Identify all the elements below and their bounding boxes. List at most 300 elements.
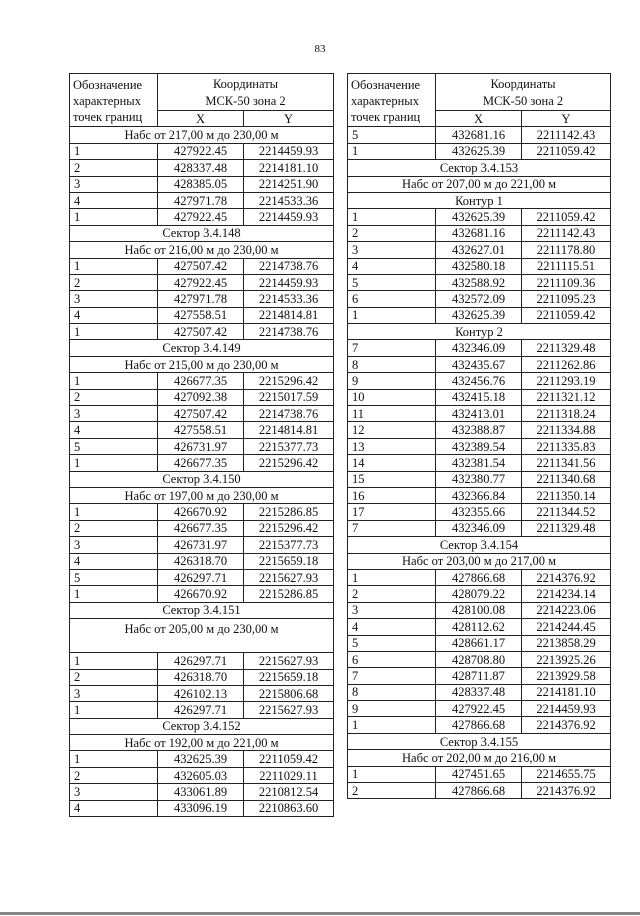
x-coordinate: 426318.70 bbox=[158, 669, 244, 685]
point-number: 1 bbox=[348, 209, 436, 225]
x-coordinate: 432456.76 bbox=[436, 373, 522, 389]
section-title: Набс от 215,00 м до 230,00 м bbox=[70, 356, 334, 372]
point-number: 2 bbox=[70, 160, 158, 176]
point-number: 3 bbox=[348, 602, 436, 618]
points-label-header: Обозначение характерных точек границ bbox=[348, 74, 436, 127]
point-number: 1 bbox=[348, 766, 436, 782]
y-coordinate: 2214533.36 bbox=[244, 192, 334, 208]
point-number: 3 bbox=[70, 784, 158, 800]
table-row bbox=[348, 406, 611, 422]
x-coordinate: 428337.48 bbox=[158, 160, 244, 176]
section-row bbox=[348, 750, 611, 766]
y-column-header: Y bbox=[244, 111, 334, 127]
y-coordinate: 2214533.36 bbox=[244, 291, 334, 307]
section-row bbox=[70, 602, 334, 618]
point-number: 1 bbox=[70, 209, 158, 225]
x-column-header: X bbox=[158, 111, 244, 127]
y-coordinate: 2211059.42 bbox=[522, 143, 611, 159]
point-number: 4 bbox=[70, 553, 158, 569]
x-coordinate: 426677.35 bbox=[158, 373, 244, 389]
x-coordinate: 427558.51 bbox=[158, 307, 244, 323]
point-number: 9 bbox=[348, 373, 436, 389]
section-row bbox=[70, 471, 334, 487]
table-row bbox=[348, 471, 611, 487]
section-title: Сектор 3.4.149 bbox=[70, 340, 334, 356]
point-number: 3 bbox=[70, 291, 158, 307]
y-coordinate: 2211350.14 bbox=[522, 487, 611, 503]
point-number: 1 bbox=[70, 751, 158, 767]
table-row bbox=[348, 635, 611, 651]
table-row bbox=[348, 651, 611, 667]
x-coordinate: 426731.97 bbox=[158, 438, 244, 454]
point-number: 4 bbox=[348, 258, 436, 274]
table-body bbox=[348, 127, 611, 799]
table-row bbox=[348, 340, 611, 356]
point-number: 1 bbox=[70, 504, 158, 520]
table-row bbox=[348, 504, 611, 520]
section-title: Сектор 3.4.152 bbox=[70, 718, 334, 734]
x-coordinate: 432580.18 bbox=[436, 258, 522, 274]
y-coordinate: 2210812.54 bbox=[244, 784, 334, 800]
x-coordinate: 427507.42 bbox=[158, 406, 244, 422]
section-row bbox=[348, 733, 611, 749]
table-row bbox=[348, 356, 611, 372]
x-coordinate: 426677.35 bbox=[158, 455, 244, 471]
point-number: 1 bbox=[70, 653, 158, 669]
y-coordinate: 2214459.93 bbox=[244, 209, 334, 225]
x-coordinate: 428708.80 bbox=[436, 651, 522, 667]
x-coordinate: 432346.09 bbox=[436, 340, 522, 356]
table-row bbox=[348, 307, 611, 323]
section-title: Набс от 217,00 м до 230,00 м bbox=[70, 127, 334, 143]
x-coordinate: 432625.39 bbox=[158, 751, 244, 767]
table-row bbox=[348, 127, 611, 143]
x-coordinate: 426670.92 bbox=[158, 504, 244, 520]
y-coordinate: 2214738.76 bbox=[244, 324, 334, 340]
y-coordinate: 2211329.48 bbox=[522, 340, 611, 356]
table-row bbox=[70, 702, 334, 718]
table-row bbox=[70, 653, 334, 669]
section-row bbox=[70, 718, 334, 734]
y-coordinate: 2211293.19 bbox=[522, 373, 611, 389]
table-row bbox=[348, 291, 611, 307]
point-number: 3 bbox=[70, 176, 158, 192]
table-row bbox=[70, 176, 334, 192]
point-number: 5 bbox=[348, 127, 436, 143]
y-coordinate: 2215286.85 bbox=[244, 586, 334, 602]
section-title: Набс от 205,00 м до 230,00 м bbox=[70, 619, 334, 653]
x-coordinate: 427922.45 bbox=[158, 209, 244, 225]
point-number: 11 bbox=[348, 406, 436, 422]
point-number: 2 bbox=[70, 669, 158, 685]
point-number: 1 bbox=[348, 143, 436, 159]
table-row bbox=[70, 389, 334, 405]
table-row bbox=[348, 783, 611, 799]
x-coordinate: 427866.68 bbox=[436, 717, 522, 733]
x-coordinate: 427507.42 bbox=[158, 324, 244, 340]
x-coordinate: 427971.78 bbox=[158, 192, 244, 208]
y-coordinate: 2214738.76 bbox=[244, 258, 334, 274]
y-coordinate: 2215017.59 bbox=[244, 389, 334, 405]
section-row bbox=[348, 537, 611, 553]
y-coordinate: 2211115.51 bbox=[522, 258, 611, 274]
table-row bbox=[348, 569, 611, 585]
x-coordinate: 433061.89 bbox=[158, 784, 244, 800]
table-row bbox=[348, 389, 611, 405]
x-coordinate: 427922.45 bbox=[436, 701, 522, 717]
section-row bbox=[348, 160, 611, 176]
table-row bbox=[70, 569, 334, 585]
table-row bbox=[70, 143, 334, 159]
point-number: 17 bbox=[348, 504, 436, 520]
point-number: 1 bbox=[348, 717, 436, 733]
y-coordinate: 2211340.68 bbox=[522, 471, 611, 487]
point-number: 3 bbox=[348, 242, 436, 258]
x-coordinate: 433096.19 bbox=[158, 800, 244, 816]
table-row bbox=[348, 143, 611, 159]
x-coordinate: 426102.13 bbox=[158, 685, 244, 701]
point-number: 1 bbox=[70, 143, 158, 159]
point-number: 5 bbox=[70, 569, 158, 585]
page-number: 83 bbox=[314, 43, 326, 55]
point-number: 1 bbox=[348, 569, 436, 585]
point-number: 1 bbox=[70, 258, 158, 274]
point-number: 7 bbox=[348, 668, 436, 684]
point-number: 1 bbox=[348, 307, 436, 323]
y-coordinate: 2214251.90 bbox=[244, 176, 334, 192]
x-coordinate: 432389.54 bbox=[436, 438, 522, 454]
point-number: 7 bbox=[348, 340, 436, 356]
y-coordinate: 2215806.68 bbox=[244, 685, 334, 701]
point-number: 5 bbox=[70, 438, 158, 454]
y-coordinate: 2211178.80 bbox=[522, 242, 611, 258]
x-coordinate: 432625.39 bbox=[436, 209, 522, 225]
table-row bbox=[70, 192, 334, 208]
y-coordinate: 2213858.29 bbox=[522, 635, 611, 651]
point-number: 1 bbox=[70, 373, 158, 389]
point-number: 2 bbox=[70, 520, 158, 536]
y-coordinate: 2214814.81 bbox=[244, 422, 334, 438]
x-coordinate: 427866.68 bbox=[436, 783, 522, 799]
point-number: 4 bbox=[70, 800, 158, 816]
section-row bbox=[348, 553, 611, 569]
table-row bbox=[70, 504, 334, 520]
y-coordinate: 2215627.93 bbox=[244, 702, 334, 718]
x-coordinate: 432625.39 bbox=[436, 307, 522, 323]
section-title: Набс от 197,00 м до 230,00 м bbox=[70, 487, 334, 503]
table-row bbox=[348, 422, 611, 438]
y-coordinate: 2211059.42 bbox=[522, 209, 611, 225]
x-coordinate: 432681.16 bbox=[436, 127, 522, 143]
x-coordinate: 427922.45 bbox=[158, 274, 244, 290]
table-row bbox=[70, 669, 334, 685]
x-coordinate: 428711.87 bbox=[436, 668, 522, 684]
x-coordinate: 427971.78 bbox=[158, 291, 244, 307]
table-row bbox=[348, 684, 611, 700]
y-coordinate: 2215627.93 bbox=[244, 653, 334, 669]
table-header bbox=[70, 74, 334, 127]
section-row bbox=[348, 192, 611, 208]
section-title: Набс от 207,00 м до 221,00 м bbox=[348, 176, 611, 192]
y-coordinate: 2211262.86 bbox=[522, 356, 611, 372]
y-coordinate: 2215377.73 bbox=[244, 537, 334, 553]
point-number: 6 bbox=[348, 651, 436, 667]
y-coordinate: 2211029.11 bbox=[244, 767, 334, 783]
y-coordinate: 2215659.18 bbox=[244, 553, 334, 569]
y-coordinate: 2215659.18 bbox=[244, 669, 334, 685]
point-number: 4 bbox=[348, 619, 436, 635]
y-column-header: Y bbox=[522, 111, 611, 127]
table-row bbox=[70, 784, 334, 800]
section-title: Сектор 3.4.150 bbox=[70, 471, 334, 487]
y-coordinate: 2215296.42 bbox=[244, 373, 334, 389]
table-row bbox=[70, 274, 334, 290]
x-coordinate: 432413.01 bbox=[436, 406, 522, 422]
table-row bbox=[70, 537, 334, 553]
y-coordinate: 2211142.43 bbox=[522, 225, 611, 241]
section-row bbox=[70, 356, 334, 372]
section-title: Набс от 202,00 м до 216,00 м bbox=[348, 750, 611, 766]
y-coordinate: 2214234.14 bbox=[522, 586, 611, 602]
table-row bbox=[70, 800, 334, 816]
table-row bbox=[348, 487, 611, 503]
y-coordinate: 2211059.42 bbox=[244, 751, 334, 767]
point-number: 2 bbox=[70, 767, 158, 783]
point-number: 6 bbox=[348, 291, 436, 307]
y-coordinate: 2214459.93 bbox=[244, 274, 334, 290]
section-title: Набс от 216,00 м до 230,00 м bbox=[70, 242, 334, 258]
x-coordinate: 427866.68 bbox=[436, 569, 522, 585]
point-number: 5 bbox=[348, 274, 436, 290]
table-row bbox=[70, 307, 334, 323]
section-title: Сектор 3.4.155 bbox=[348, 733, 611, 749]
section-row bbox=[70, 735, 334, 751]
table-row bbox=[348, 225, 611, 241]
table-row bbox=[348, 274, 611, 290]
x-coordinate: 432366.84 bbox=[436, 487, 522, 503]
x-coordinate: 427507.42 bbox=[158, 258, 244, 274]
x-coordinate: 426677.35 bbox=[158, 520, 244, 536]
table-row bbox=[348, 619, 611, 635]
y-coordinate: 2211334.88 bbox=[522, 422, 611, 438]
table-row bbox=[348, 258, 611, 274]
x-coordinate: 428079.22 bbox=[436, 586, 522, 602]
point-number: 2 bbox=[70, 389, 158, 405]
table-row bbox=[348, 586, 611, 602]
x-coordinate: 427092.38 bbox=[158, 389, 244, 405]
x-coordinate: 432588.92 bbox=[436, 274, 522, 290]
table-row bbox=[348, 602, 611, 618]
y-coordinate: 2211318.24 bbox=[522, 406, 611, 422]
point-number: 13 bbox=[348, 438, 436, 454]
table-row bbox=[348, 668, 611, 684]
y-coordinate: 2214814.81 bbox=[244, 307, 334, 323]
x-coordinate: 432381.54 bbox=[436, 455, 522, 471]
x-coordinate: 426670.92 bbox=[158, 586, 244, 602]
point-number: 3 bbox=[70, 406, 158, 422]
table-row bbox=[70, 520, 334, 536]
table-row bbox=[348, 373, 611, 389]
point-number: 14 bbox=[348, 455, 436, 471]
x-coordinate: 432625.39 bbox=[436, 143, 522, 159]
x-coordinate: 428100.08 bbox=[436, 602, 522, 618]
y-coordinate: 2211335.83 bbox=[522, 438, 611, 454]
y-coordinate: 2211095.23 bbox=[522, 291, 611, 307]
y-coordinate: 2215627.93 bbox=[244, 569, 334, 585]
table-row bbox=[348, 209, 611, 225]
y-coordinate: 2211109.36 bbox=[522, 274, 611, 290]
section-row bbox=[70, 225, 334, 241]
x-coordinate: 428385.05 bbox=[158, 176, 244, 192]
y-coordinate: 2214459.93 bbox=[522, 701, 611, 717]
y-coordinate: 2215286.85 bbox=[244, 504, 334, 520]
table-row bbox=[348, 717, 611, 733]
table-row bbox=[70, 373, 334, 389]
y-coordinate: 2214223.06 bbox=[522, 602, 611, 618]
point-number: 2 bbox=[348, 225, 436, 241]
point-number: 2 bbox=[70, 274, 158, 290]
section-title: Сектор 3.4.154 bbox=[348, 537, 611, 553]
point-number: 4 bbox=[70, 192, 158, 208]
point-number: 16 bbox=[348, 487, 436, 503]
table-row bbox=[70, 209, 334, 225]
table-row bbox=[70, 160, 334, 176]
y-coordinate: 2211344.52 bbox=[522, 504, 611, 520]
x-coordinate: 432681.16 bbox=[436, 225, 522, 241]
scan-edge-divider bbox=[0, 912, 640, 915]
point-number: 1 bbox=[70, 324, 158, 340]
point-number: 7 bbox=[348, 520, 436, 536]
x-coordinate: 426731.97 bbox=[158, 537, 244, 553]
table-row bbox=[70, 291, 334, 307]
point-number: 12 bbox=[348, 422, 436, 438]
section-row bbox=[70, 340, 334, 356]
y-coordinate: 2214376.92 bbox=[522, 783, 611, 799]
section-title: Сектор 3.4.153 bbox=[348, 160, 611, 176]
y-coordinate: 2213929.58 bbox=[522, 668, 611, 684]
point-number: 8 bbox=[348, 356, 436, 372]
points-label-header: Обозначение характерных точек границ bbox=[70, 74, 158, 127]
y-coordinate: 2213925.26 bbox=[522, 651, 611, 667]
table-header bbox=[348, 74, 611, 127]
x-coordinate: 426297.71 bbox=[158, 702, 244, 718]
section-title: Сектор 3.4.151 bbox=[70, 602, 334, 618]
x-coordinate: 432435.67 bbox=[436, 356, 522, 372]
x-coordinate: 432572.09 bbox=[436, 291, 522, 307]
point-number: 10 bbox=[348, 389, 436, 405]
table-row bbox=[348, 701, 611, 717]
table-row bbox=[70, 751, 334, 767]
point-number: 4 bbox=[70, 307, 158, 323]
x-coordinate: 427558.51 bbox=[158, 422, 244, 438]
point-number: 1 bbox=[70, 586, 158, 602]
point-number: 1 bbox=[70, 702, 158, 718]
point-number: 2 bbox=[348, 783, 436, 799]
y-coordinate: 2214376.92 bbox=[522, 569, 611, 585]
x-column-header: X bbox=[436, 111, 522, 127]
section-title: Сектор 3.4.148 bbox=[70, 225, 334, 241]
x-coordinate: 432415.18 bbox=[436, 389, 522, 405]
point-number: 1 bbox=[70, 455, 158, 471]
table-row bbox=[348, 455, 611, 471]
y-coordinate: 2214459.93 bbox=[244, 143, 334, 159]
x-coordinate: 432627.01 bbox=[436, 242, 522, 258]
x-coordinate: 432355.66 bbox=[436, 504, 522, 520]
point-number: 15 bbox=[348, 471, 436, 487]
section-title: Контур 1 bbox=[348, 192, 611, 208]
y-coordinate: 2211059.42 bbox=[522, 307, 611, 323]
y-coordinate: 2211341.56 bbox=[522, 455, 611, 471]
table-row bbox=[70, 324, 334, 340]
y-coordinate: 2215377.73 bbox=[244, 438, 334, 454]
table-row bbox=[70, 455, 334, 471]
x-coordinate: 432380.77 bbox=[436, 471, 522, 487]
point-number: 8 bbox=[348, 684, 436, 700]
table-row bbox=[70, 258, 334, 274]
x-coordinate: 426318.70 bbox=[158, 553, 244, 569]
table-row bbox=[348, 242, 611, 258]
point-number: 3 bbox=[70, 537, 158, 553]
x-coordinate: 432605.03 bbox=[158, 767, 244, 783]
y-coordinate: 2215296.42 bbox=[244, 455, 334, 471]
x-coordinate: 426297.71 bbox=[158, 653, 244, 669]
y-coordinate: 2210863.60 bbox=[244, 800, 334, 816]
point-number: 3 bbox=[70, 685, 158, 701]
point-number: 5 bbox=[348, 635, 436, 651]
point-number: 2 bbox=[348, 586, 436, 602]
table-row bbox=[70, 406, 334, 422]
y-coordinate: 2214244.45 bbox=[522, 619, 611, 635]
table-row bbox=[70, 422, 334, 438]
y-coordinate: 2211142.43 bbox=[522, 127, 611, 143]
y-coordinate: 2214655.75 bbox=[522, 766, 611, 782]
coordinates-header: Координаты МСК-50 зона 2 bbox=[436, 74, 611, 111]
y-coordinate: 2211321.12 bbox=[522, 389, 611, 405]
table-row bbox=[70, 586, 334, 602]
x-coordinate: 426297.71 bbox=[158, 569, 244, 585]
table-row bbox=[70, 438, 334, 454]
y-coordinate: 2214738.76 bbox=[244, 406, 334, 422]
y-coordinate: 2215296.42 bbox=[244, 520, 334, 536]
coordinates-table-left bbox=[69, 73, 334, 817]
y-coordinate: 2211329.48 bbox=[522, 520, 611, 536]
section-row bbox=[70, 127, 334, 143]
y-coordinate: 2214376.92 bbox=[522, 717, 611, 733]
table-row bbox=[348, 766, 611, 782]
section-title: Набс от 192,00 м до 221,00 м bbox=[70, 735, 334, 751]
x-coordinate: 428112.62 bbox=[436, 619, 522, 635]
section-title: Набс от 203,00 м до 217,00 м bbox=[348, 553, 611, 569]
y-coordinate: 2214181.10 bbox=[244, 160, 334, 176]
section-row bbox=[348, 324, 611, 340]
coordinates-table-right bbox=[347, 73, 611, 799]
table-row bbox=[348, 520, 611, 536]
y-coordinate: 2214181.10 bbox=[522, 684, 611, 700]
x-coordinate: 427451.65 bbox=[436, 766, 522, 782]
point-number: 4 bbox=[70, 422, 158, 438]
section-title: Контур 2 bbox=[348, 324, 611, 340]
x-coordinate: 432346.09 bbox=[436, 520, 522, 536]
x-coordinate: 432388.87 bbox=[436, 422, 522, 438]
coordinates-header: Координаты МСК-50 зона 2 bbox=[158, 74, 334, 111]
section-row bbox=[70, 487, 334, 503]
table-row bbox=[70, 767, 334, 783]
table-row bbox=[348, 438, 611, 454]
section-row bbox=[348, 176, 611, 192]
table-row bbox=[70, 553, 334, 569]
point-number: 9 bbox=[348, 701, 436, 717]
section-row bbox=[70, 619, 334, 653]
